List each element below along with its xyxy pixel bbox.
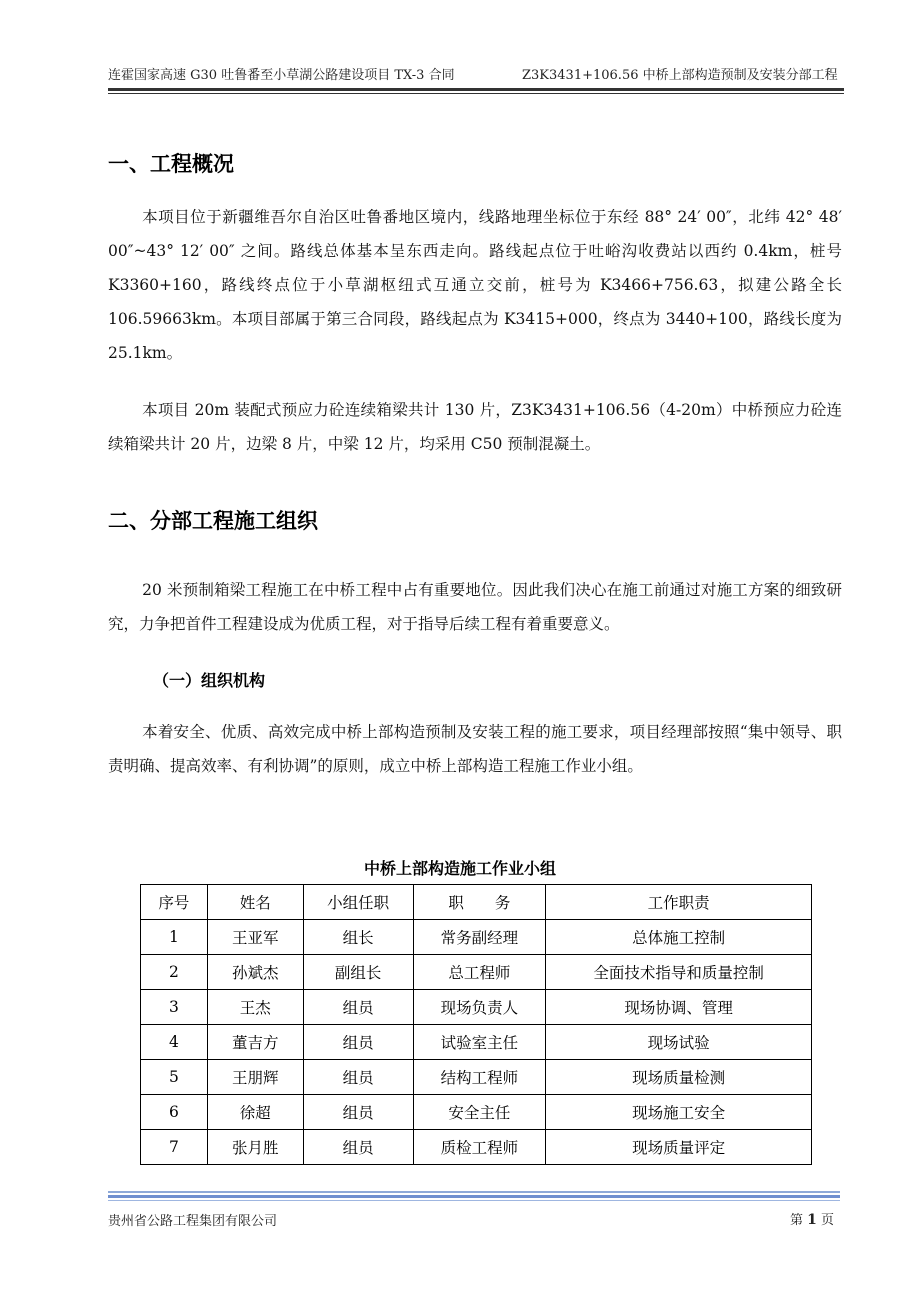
cell-duty: 现场试验 <box>546 1025 812 1060</box>
page-number: 1 <box>807 1212 817 1228</box>
cell-group-role: 组长 <box>303 920 413 955</box>
cell-name: 王杰 <box>207 990 303 1025</box>
cell-duty: 总体施工控制 <box>546 920 812 955</box>
cell-position: 试验室主任 <box>413 1025 546 1060</box>
cell-duty: 现场质量评定 <box>546 1130 812 1165</box>
table-row <box>141 1025 812 1060</box>
organization-paragraph: 20 米预制箱梁工程施工在中桥工程中占有重要地位。因此我们决心在施工前通过对施工方案的细致研究，力争把首件工程建设成为优质工程，对于指导后续工程有着重要意义。 <box>108 581 842 633</box>
cell-group-role: 组员 <box>303 990 413 1025</box>
header-divider <box>108 88 844 91</box>
sub-heading-structure: （一）组织机构 <box>153 671 266 690</box>
cell-index: 3 <box>141 990 208 1025</box>
cell-group-role: 组员 <box>303 1060 413 1095</box>
page-suffix: 页 <box>821 1213 835 1228</box>
header-divider-thin <box>108 93 844 94</box>
staff-table <box>140 884 812 1165</box>
cell-index: 2 <box>141 955 208 990</box>
cell-duty: 现场施工安全 <box>546 1095 812 1130</box>
cell-name: 董吉方 <box>207 1025 303 1060</box>
footer-company: 贵州省公路工程集团有限公司 <box>108 1214 278 1229</box>
header-section-title: Z3K3431+106.56 中桥上部构造预制及安装分部工程 <box>522 68 838 83</box>
footer-divider-thick <box>108 1195 840 1198</box>
cell-group-role: 组员 <box>303 1130 413 1165</box>
footer-divider-thin <box>108 1200 840 1201</box>
cell-duty: 现场质量检测 <box>546 1060 812 1095</box>
cell-index: 6 <box>141 1095 208 1130</box>
cell-position: 结构工程师 <box>413 1060 546 1095</box>
table-header-row <box>141 885 812 920</box>
cell-name: 张月胜 <box>207 1130 303 1165</box>
table-title: 中桥上部构造施工作业小组 <box>363 859 556 878</box>
cell-position: 安全主任 <box>413 1095 546 1130</box>
table-row <box>141 1095 812 1130</box>
cell-index: 7 <box>141 1130 208 1165</box>
page-prefix: 第 <box>790 1213 804 1228</box>
overview-paragraph-1: 本项目位于新疆维吾尔自治区吐鲁番地区境内，线路地理坐标位于东经 88° 24′ 00″，北纬 42° 48′ 00″~43° 12′ 00″ 之间。路线总体基本呈东西走向。路线起点位于吐峪沟收费站以西约 0.4km，桩号 K3360+160，路线终点位于小草湖枢纽式互通立交前，桩号为 K3466+756.63，拟建公路全长 106.59663km。本项目部属于第三合同段，路线起点为 K3415+000，终点为 3440+100，路线长度为 25.1km。 <box>108 208 842 362</box>
col-header-name: 姓名 <box>207 885 303 920</box>
cell-duty: 现场协调、管理 <box>546 990 812 1025</box>
cell-group-role: 副组长 <box>303 955 413 990</box>
footer-divider <box>108 1191 840 1193</box>
footer-page-number <box>790 1209 834 1228</box>
table-row <box>141 920 812 955</box>
cell-group-role: 组员 <box>303 1095 413 1130</box>
cell-name: 孙斌杰 <box>207 955 303 990</box>
cell-duty: 全面技术指导和质量控制 <box>546 955 812 990</box>
cell-name: 徐超 <box>207 1095 303 1130</box>
col-header-index: 序号 <box>141 885 208 920</box>
table-row <box>141 955 812 990</box>
cell-position: 现场负责人 <box>413 990 546 1025</box>
cell-index: 5 <box>141 1060 208 1095</box>
col-header-position: 职 务 <box>413 885 546 920</box>
cell-index: 4 <box>141 1025 208 1060</box>
cell-name: 王朋辉 <box>207 1060 303 1095</box>
cell-position: 总工程师 <box>413 955 546 990</box>
overview-paragraph-2: 本项目 20m 装配式预应力砼连续箱梁共计 130 片，Z3K3431+106.56（4-20m）中桥预应力砼连续箱梁共计 20 片，边梁 8 片，中梁 12 片，均采用 C50 预制混凝土。 <box>108 401 842 453</box>
cell-position: 质检工程师 <box>413 1130 546 1165</box>
cell-name: 王亚军 <box>207 920 303 955</box>
table-row <box>141 1060 812 1095</box>
table-row <box>141 990 812 1025</box>
cell-index: 1 <box>141 920 208 955</box>
section-heading-overview: 一、工程概况 <box>108 152 234 176</box>
cell-group-role: 组员 <box>303 1025 413 1060</box>
structure-paragraph: 本着安全、优质、高效完成中桥上部构造预制及安装工程的施工要求，项目经理部按照“集中领导、职责明确、提高效率、有利协调”的原则，成立中桥上部构造工程施工作业小组。 <box>108 723 842 775</box>
col-header-duty: 工作职责 <box>546 885 812 920</box>
section-heading-organization: 二、分部工程施工组织 <box>108 509 318 533</box>
header-project-title: 连霍国家高速 G30 吐鲁番至小草湖公路建设项目 TX-3 合同 <box>108 68 455 83</box>
table-row <box>141 1130 812 1165</box>
cell-position: 常务副经理 <box>413 920 546 955</box>
col-header-group-role: 小组任职 <box>303 885 413 920</box>
